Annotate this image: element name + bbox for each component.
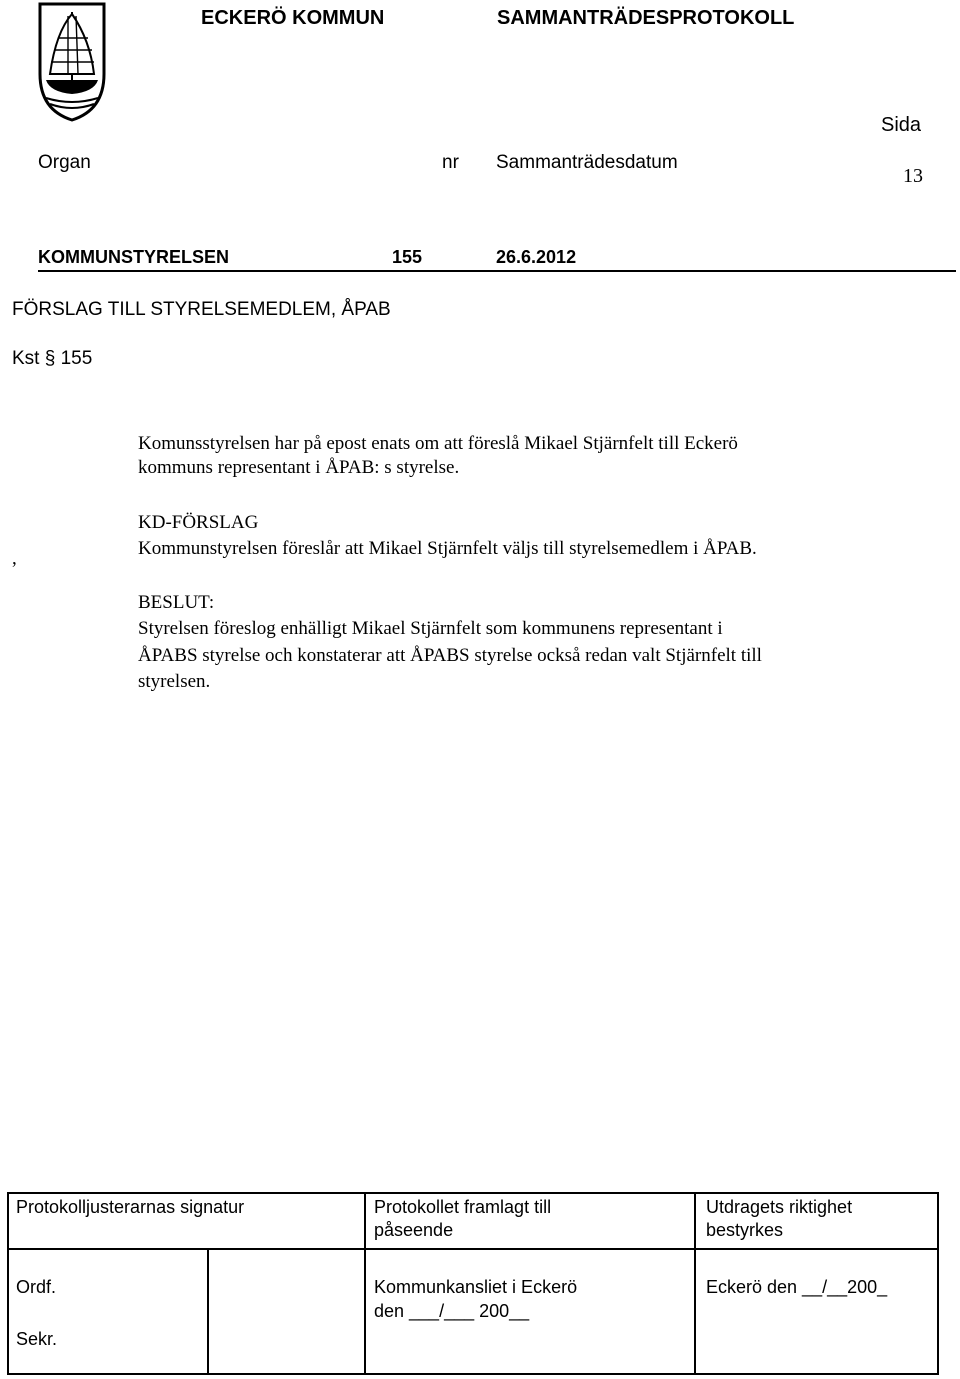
page-number: 13 [903,165,923,187]
nr-value: 155 [392,247,423,267]
date-value: 26.6.2012 [496,247,577,267]
table-divider-col2 [364,1194,366,1373]
margin-mark: , [12,548,17,569]
table-divider-col3 [694,1194,696,1373]
organ-label: Organ [38,152,91,173]
signature-heading: Protokolljusterarnas signatur [16,1197,245,1217]
section-title: FÖRSLAG TILL STYRELSEMEDLEM, ÅPAB [12,299,391,320]
coat-of-arms-logo [38,2,106,122]
location-line-2: den ___/___ 200__ [374,1301,530,1321]
organ-value: KOMMUNSTYRELSEN [38,247,230,267]
date-label: Sammanträdesdatum [496,152,678,173]
header-rule [38,270,956,272]
table-divider-horizontal [9,1248,937,1250]
page-label: Sida [881,114,922,136]
document-type: SAMMANTRÄDESPROTOKOLL [497,7,795,29]
nr-label: nr [442,152,459,173]
table-divider-col1-inner [207,1248,209,1373]
certify-heading-line-2: bestyrkes [706,1220,784,1240]
proposal-text: Kommunstyrelsen föreslår att Mikael Stjärnfelt väljs till styrelsemedlem i ÅPAB. [138,538,757,559]
paragraph-number: Kst § 155 [12,348,93,369]
certify-date: Eckerö den __/__200_ [706,1277,888,1297]
certify-heading-line-1: Utdragets riktighet [706,1197,853,1217]
chair-label: Ordf. [16,1277,57,1297]
intro-line-2: kommuns representant i ÅPAB: s styrelse. [138,457,460,478]
proposal-heading: KD-FÖRSLAG [138,512,259,533]
posted-heading-line-2: påseende [374,1220,454,1240]
decision-line-3: styrelsen. [138,671,211,692]
municipality-name: ECKERÖ KOMMUN [201,7,385,29]
decision-heading: BESLUT: [138,592,215,613]
decision-line-1: Styrelsen föreslog enhälligt Mikael Stjärnfelt som kommunens representant i [138,618,723,639]
intro-line-1: Komunsstyrelsen har på epost enats om att föreslå Mikael Stjärnfelt till Eckerö [138,433,738,454]
signature-table [7,1192,939,1375]
location-line-1: Kommunkansliet i Eckerö [374,1277,578,1297]
posted-heading-line-1: Protokollet framlagt till [374,1197,552,1217]
secretary-label: Sekr. [16,1329,58,1349]
decision-line-2: ÅPABS styrelse och konstaterar att ÅPABS styrelse också redan valt Stjärnfelt till [138,645,762,666]
